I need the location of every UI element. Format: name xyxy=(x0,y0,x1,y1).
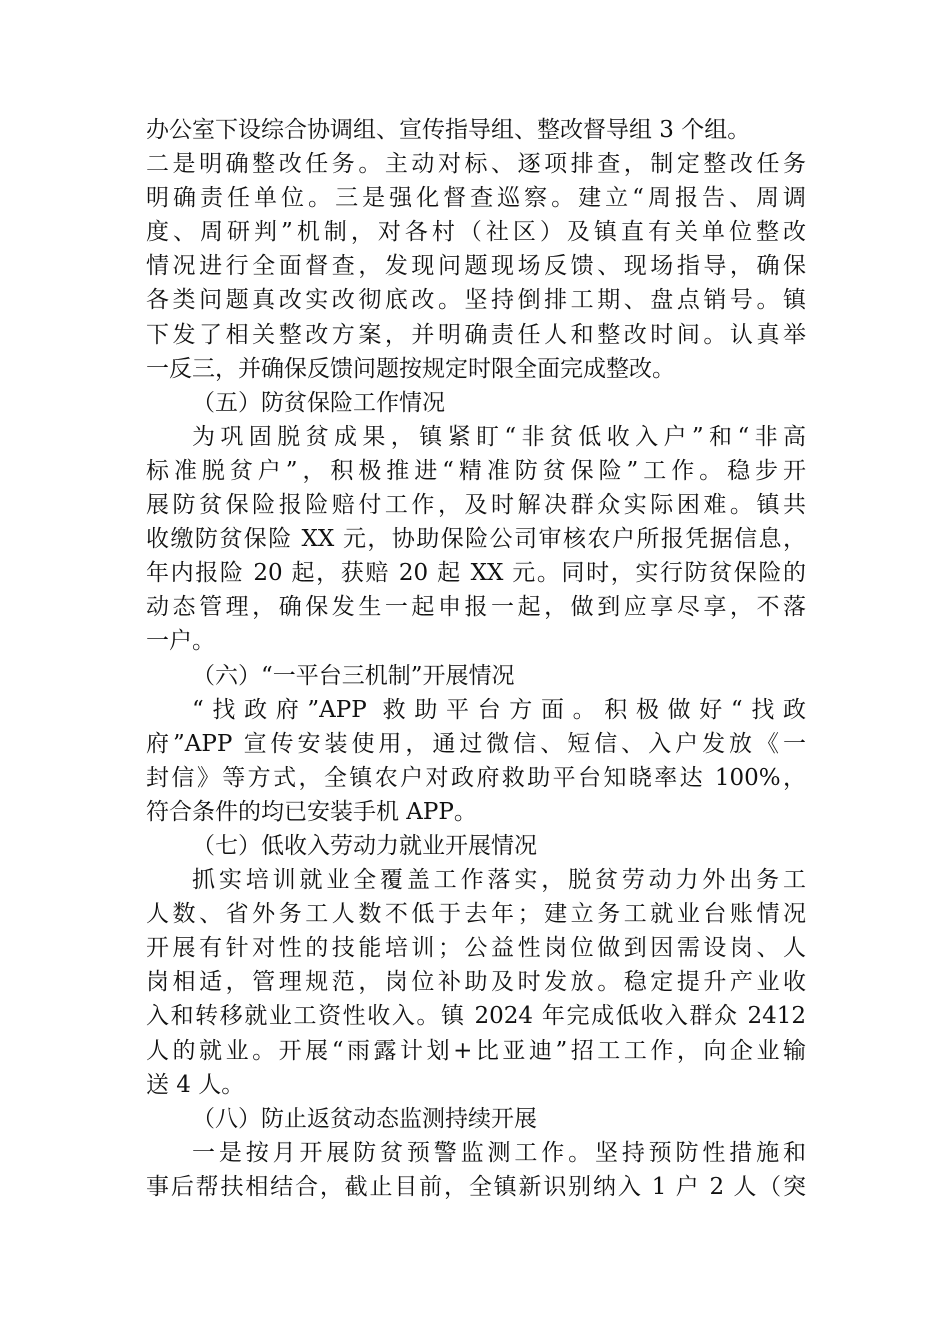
paragraph-first-line: 抓实培训就业全覆盖工作落实，脱贫劳动力外出务工 xyxy=(192,867,806,894)
paragraph-line: 开展有针对性的技能培训；公益性岗位做到因需设岗、人 xyxy=(146,935,806,962)
paragraph-last-line: 送 4 人。 xyxy=(146,1071,245,1098)
paragraph-line: 明确责任单位。三是强化督查巡察。建立“周报告、周调 xyxy=(146,185,806,212)
paragraph-line: 人的就业。开展“雨露计划+比亚迪”招工工作，向企业输 xyxy=(146,1037,806,1064)
section-heading: （八）防止返贫动态监测持续开展 xyxy=(192,1105,537,1132)
paragraph-line: 标准脱贫户”，积极推进“精准防贫保险”工作。稳步开 xyxy=(146,457,806,484)
paragraph-last-line: 符合条件的均已安装手机 APP。 xyxy=(146,798,477,825)
paragraph-line: 二是明确整改任务。主动对标、逐项排查，制定整改任务 xyxy=(146,151,806,178)
section-heading: （七）低收入劳动力就业开展情况 xyxy=(192,832,537,859)
paragraph-line: 岗相适，管理规范，岗位补助及时发放。稳定提升产业收 xyxy=(146,969,806,996)
paragraph-line: 事后帮扶相结合，截止目前，全镇新识别纳入 1 户 2 人（突 xyxy=(146,1173,806,1200)
paragraph-line: 下发了相关整改方案，并明确责任人和整改时间。认真举 xyxy=(146,321,806,348)
paragraph-line: 人数、省外务工人数不低于去年；建立务工就业台账情况 xyxy=(146,901,806,928)
paragraph-line: 各类问题真改实改彻底改。坚持倒排工期、盘点销号。镇 xyxy=(146,287,806,314)
paragraph-last-line: 一反三，并确保反馈问题按规定时限全面完成整改。 xyxy=(146,355,675,382)
paragraph-line: 动态管理，确保发生一起申报一起，做到应享尽享，不落 xyxy=(146,594,806,621)
paragraph-last-line: 办公室下设综合协调组、宣传指导组、整改督导组 3 个组。 xyxy=(146,117,751,143)
document-body xyxy=(146,113,806,1204)
paragraph-line: 收缴防贫保险 XX 元，协助保险公司审核农户所报凭据信息， xyxy=(146,526,806,553)
section-heading: （五）防贫保险工作情况 xyxy=(192,389,445,416)
paragraph-line: 年内报险 20 起，获赔 20 起 XX 元。同时，实行防贫保险的 xyxy=(146,560,806,587)
paragraph-line: 展防贫保险报险赔付工作，及时解决群众实际困难。镇共 xyxy=(146,492,806,519)
section-heading: （六）“一平台三机制”开展情况 xyxy=(192,662,515,689)
paragraph-line: 封信》等方式，全镇农户对政府救助平台知晓率达 100%， xyxy=(146,764,806,791)
paragraph-last-line: 一户。 xyxy=(146,628,215,655)
paragraph-line: 入和转移就业工资性收入。镇 2024 年完成低收入群众 2412 xyxy=(146,1003,806,1030)
paragraph-first-line: 一是按月开展防贫预警监测工作。坚持预防性措施和 xyxy=(192,1139,806,1166)
paragraph-line: 度、周研判”机制，对各村（社区）及镇直有关单位整改 xyxy=(146,219,806,246)
paragraph-line: 府”APP 宣传安装使用，通过微信、短信、入户发放《一 xyxy=(146,730,806,757)
paragraph-first-line: “找政府”APP 救助平台方面。积极做好“找政 xyxy=(192,696,806,723)
paragraph-line: 情况进行全面督查，发现问题现场反馈、现场指导，确保 xyxy=(146,253,806,280)
paragraph-first-line: 为巩固脱贫成果，镇紧盯“非贫低收入户”和“非高 xyxy=(192,423,806,450)
